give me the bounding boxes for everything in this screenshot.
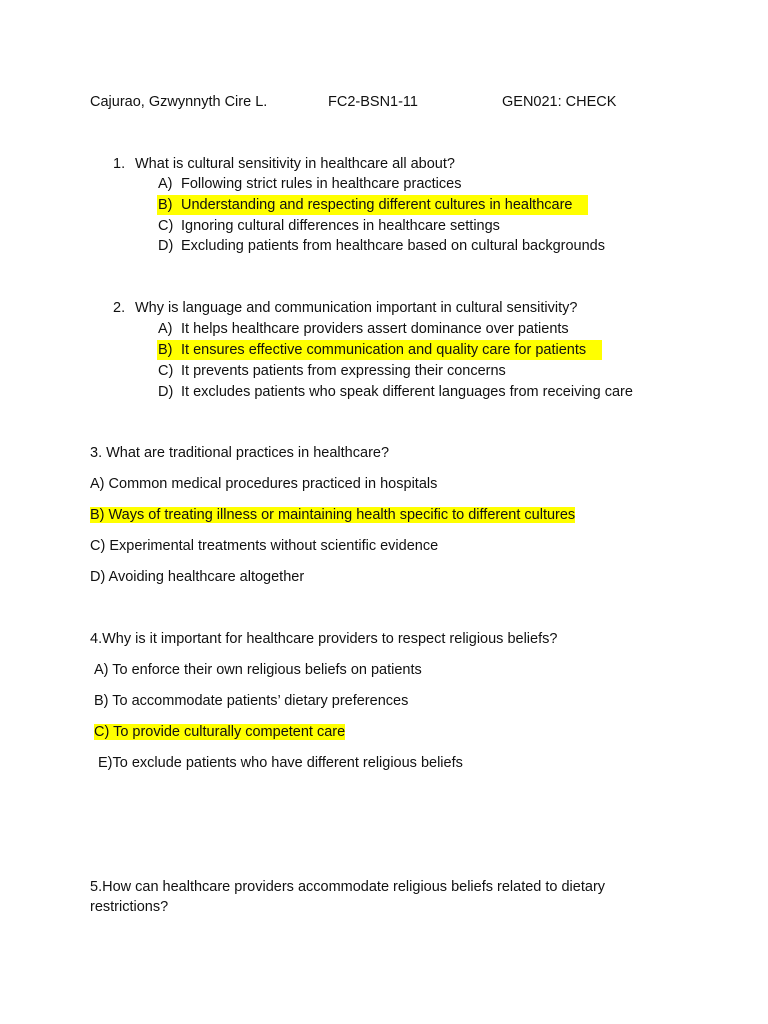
q1-option-b: Understanding and respecting different cultures in healthcare [181, 197, 573, 213]
q3-option-b-answer [90, 505, 575, 525]
q4-option-b: B) To accommodate patients’ dietary preferences [94, 693, 409, 709]
q3-option-b-highlight: B) Ways of treating illness or maintaining health specific to different cultures [90, 507, 576, 523]
q1-option-c: Ignoring cultural differences in healthcare settings [181, 218, 500, 234]
q1-option-d: Excluding patients from healthcare based on cultural backgrounds [181, 238, 605, 254]
q2-option-c: It prevents patients from expressing their concerns [181, 363, 506, 379]
q4-option-c-highlight: C) To provide culturally competent care [94, 724, 346, 740]
q1-option-a-letter: A) [158, 176, 173, 192]
q1-question: What is cultural sensitivity in healthcare all about? [135, 156, 455, 172]
q2-option-d: It excludes patients who speak different languages from receiving care [181, 384, 633, 400]
q2-option-c-letter: C) [158, 363, 174, 379]
q2-option-b-answer [157, 340, 602, 360]
q2-number: 2. [113, 300, 126, 316]
course-title: GEN021: CHECK [502, 94, 617, 110]
q3-option-a: A) Common medical procedures practiced in hospitals [90, 476, 438, 492]
q1-option-c-letter: C) [158, 218, 174, 234]
q4-option-a: A) To enforce their own religious beliefs on patients [94, 662, 422, 678]
q1-option-d-letter: D) [158, 238, 174, 254]
q2-option-b: It ensures effective communication and quality care for patients [181, 342, 587, 358]
student-name: Cajurao, Gzwynnyth Cire L. [90, 94, 268, 110]
q1-option-a: Following strict rules in healthcare practices [181, 176, 462, 192]
q5-question: 5.How can healthcare providers accommodate religious beliefs related to dietary restrictions? [90, 879, 606, 915]
q4-option-e: E)To exclude patients who have different religious beliefs [98, 755, 463, 771]
q2-question: Why is language and communication important in cultural sensitivity? [135, 300, 578, 316]
section-code: FC2-BSN1-11 [328, 94, 418, 110]
q1-option-b-answer [157, 195, 588, 215]
q1-number: 1. [113, 156, 126, 172]
q2-option-a-letter: A) [158, 321, 173, 337]
q3-question: 3. What are traditional practices in healthcare? [90, 445, 390, 461]
q1-option-b-letter: B) [158, 197, 173, 213]
q2-option-a: It helps healthcare providers assert dominance over patients [181, 321, 569, 337]
q2-option-b-letter: B) [158, 342, 173, 358]
q4-question: 4.Why is it important for healthcare providers to respect religious beliefs? [90, 631, 558, 647]
q2-option-d-letter: D) [158, 384, 174, 400]
q3-option-c: C) Experimental treatments without scientific evidence [90, 538, 439, 554]
q4-option-c-answer [94, 722, 345, 742]
q3-option-d: D) Avoiding healthcare altogether [90, 569, 305, 585]
